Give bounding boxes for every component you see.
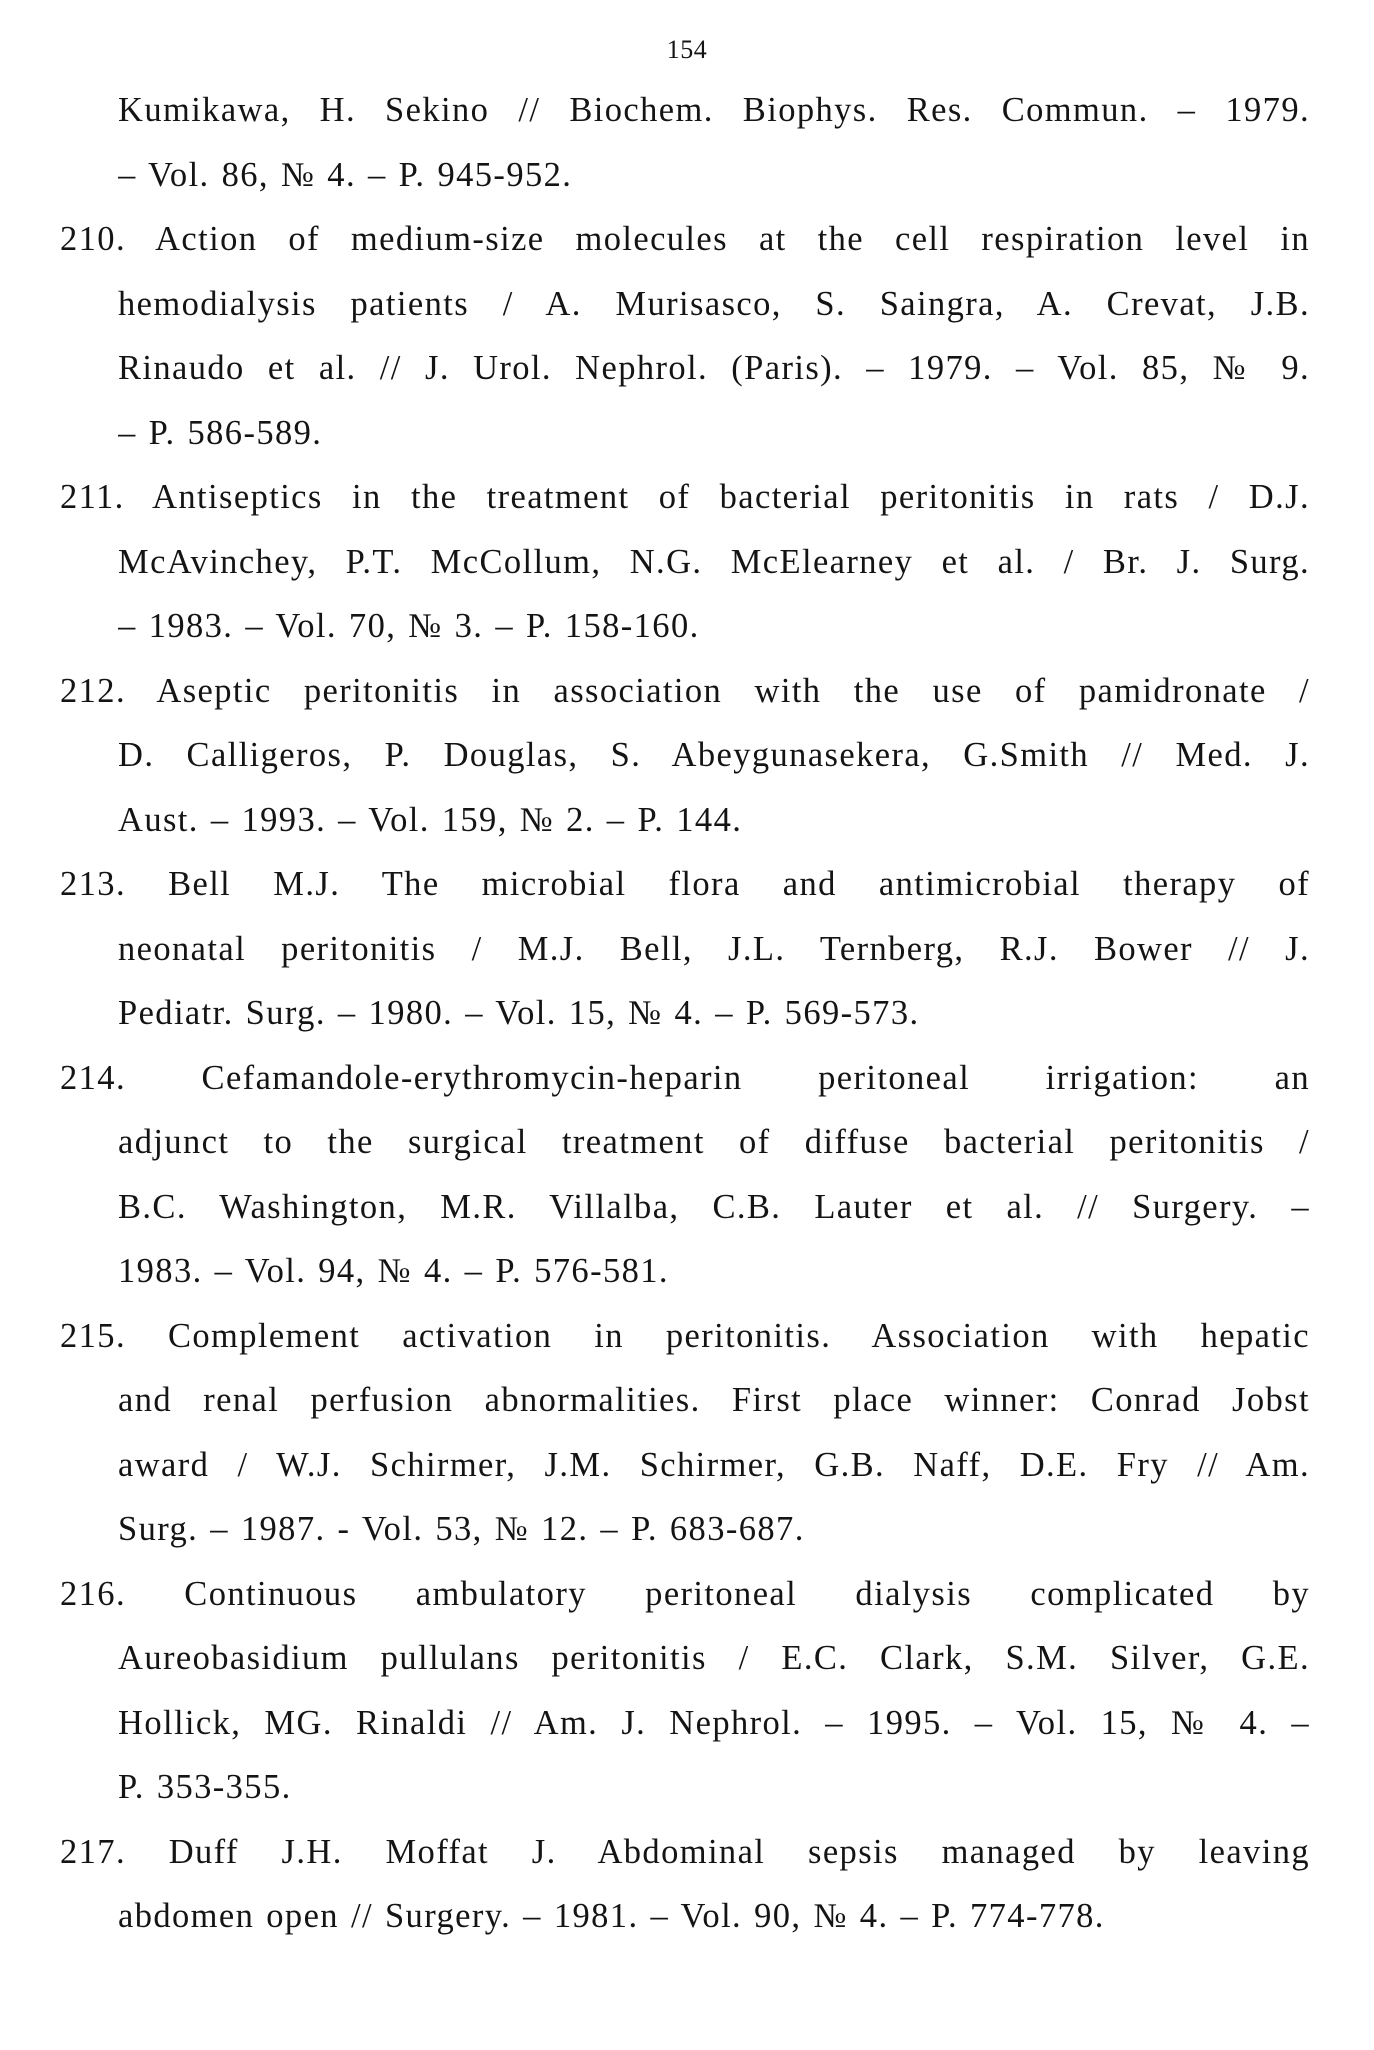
reference-line: Kumikawa, H. Sekino // Biochem. Biophys. Res. Commun. – 1979. (118, 91, 1310, 129)
reference-215 (60, 1304, 1310, 1562)
reference-line: 215. Complement activation in peritonitis. Association with hepatic (60, 1316, 1310, 1355)
reference-line: neonatal peritonitis / M.J. Bell, J.L. Ternberg, R.J. Bower // J. (118, 929, 1310, 968)
reference-212 (60, 659, 1310, 853)
reference-line: 1983. – Vol. 94, № 4. – P. 576-581. (118, 1252, 669, 1290)
reference-line: Surg. – 1987. - Vol. 53, № 12. – P. 683-687. (118, 1510, 805, 1548)
reference-line: Aureobasidium pullulans peritonitis / E.C. Clark, S.M. Silver, G.E. (118, 1639, 1310, 1677)
reference-line: – 1983. – Vol. 70, № 3. – P. 158-160. (118, 607, 700, 645)
reference-211 (60, 465, 1310, 659)
reference-line: abdomen open // Surgery. – 1981. – Vol. 90, № 4. – P. 774-778. (118, 1897, 1105, 1935)
reference-line: adjunct to the surgical treatment of diffuse bacterial peritonitis / (118, 1123, 1310, 1161)
reference-line: award / W.J. Schirmer, J.M. Schirmer, G.B. Naff, D.E. Fry // Am. (118, 1445, 1310, 1484)
reference-line: 211. Antiseptics in the treatment of bacterial peritonitis in rats / D.J. (60, 478, 1310, 516)
page-number: 154 (666, 35, 708, 64)
reference-line: 212. Aseptic peritonitis in association with the use of pamidronate / (60, 671, 1310, 710)
reference-217 (60, 1820, 1310, 1949)
reference-214 (60, 1046, 1310, 1304)
reference-line: Aust. – 1993. – Vol. 159, № 2. – P. 144. (118, 800, 743, 839)
reference-line: McAvinchey, P.T. McCollum, N.G. McElearney et al. / Br. J. Surg. (118, 542, 1310, 581)
reference-line: – P. 586-589. (118, 413, 323, 452)
reference-list (60, 78, 1310, 1949)
reference-line: P. 353-355. (118, 1768, 292, 1806)
reference-210 (60, 207, 1310, 465)
reference-line: Hollick, MG. Rinaldi // Am. J. Nephrol. – 1995. – Vol. 15, № 4. – (118, 1703, 1310, 1742)
reference-line: 214. Cefamandole-erythromycin-heparin peritoneal irrigation: an (60, 1058, 1310, 1097)
reference-line: 213. Bell M.J. The microbial flora and antimicrobial therapy of (60, 865, 1310, 903)
reference-line: – Vol. 86, № 4. – P. 945-952. (118, 155, 573, 194)
reference-216 (60, 1562, 1310, 1820)
reference-line: 216. Continuous ambulatory peritoneal dialysis complicated by (60, 1574, 1310, 1613)
reference-213 (60, 852, 1310, 1046)
reference-line: 210. Action of medium-size molecules at the cell respiration level in (60, 220, 1310, 258)
reference-line: 217. Duff J.H. Moffat J. Abdominal sepsis managed by leaving (60, 1832, 1310, 1871)
reference-209-continuation (118, 78, 1310, 207)
reference-line: hemodialysis patients / A. Murisasco, S. Saingra, A. Crevat, J.B. (118, 284, 1310, 323)
reference-line: and renal perfusion abnormalities. First place winner: Conrad Jobst (118, 1381, 1310, 1419)
reference-line: B.C. Washington, M.R. Villalba, C.B. Lauter et al. // Surgery. – (118, 1187, 1310, 1226)
reference-line: Pediatr. Surg. – 1980. – Vol. 15, № 4. – P. 569-573. (118, 994, 920, 1032)
reference-line: Rinaudo et al. // J. Urol. Nephrol. (Paris). – 1979. – Vol. 85, № 9. (118, 349, 1310, 387)
reference-line: D. Calligeros, P. Douglas, S. Abeygunasekera, G.Smith // Med. J. (118, 736, 1310, 774)
